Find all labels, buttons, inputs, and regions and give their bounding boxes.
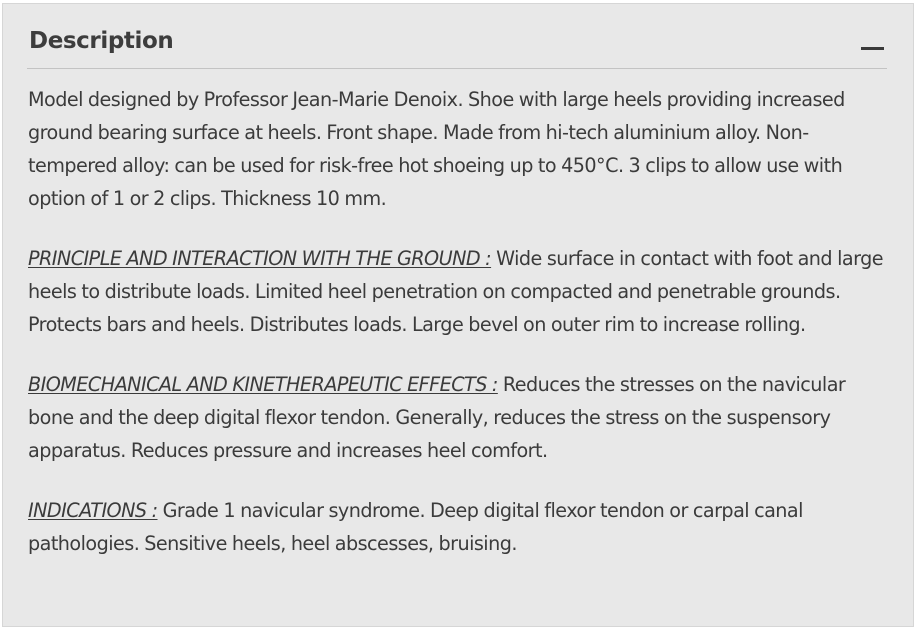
- biomechanical-text: Reduces the stresses on the navicular bone and the deep digital flexor tendon. Generally, reduces the stress on the suspensory apparatus. Reduces pressure and increases heel comfort.: [28, 373, 846, 462]
- principle-heading: PRINCIPLE AND INTERACTION WITH THE GROUND :: [28, 247, 492, 270]
- description-header[interactable]: [27, 22, 887, 69]
- collapse-button[interactable]: [857, 32, 887, 56]
- section-title: Description: [29, 28, 174, 54]
- indications-heading: INDICATIONS :: [28, 499, 158, 522]
- description-content: [28, 83, 894, 587]
- biomechanical-heading: BIOMECHANICAL AND KINETHERAPEUTIC EFFECTS :: [28, 373, 498, 396]
- principle-text: Wide surface in contact with foot and large heels to distribute loads. Limited heel penetration on compacted and penetrable grounds. Protects bars and heels. Distributes loads. Large bevel on outer rim to increase rolling.: [28, 247, 883, 336]
- intro-paragraph: [28, 83, 894, 215]
- principle-paragraph: [28, 242, 894, 341]
- biomechanical-paragraph: [28, 368, 894, 467]
- indications-text: Grade 1 navicular syndrome. Deep digital flexor tendon or carpal canal pathologies. Sensitive heels, heel abscesses, bruising.: [28, 499, 803, 555]
- description-panel: [2, 3, 914, 627]
- indications-paragraph: [28, 494, 894, 560]
- minus-icon: [861, 47, 884, 50]
- intro-text: Model designed by Professor Jean-Marie Denoix. Shoe with large heels providing increased ground bearing surface at heels. Front shape. Made from hi-tech aluminium alloy. Non-tempered alloy: can be used for risk-free hot shoeing up to 450°C. 3 clips to allow use with option of 1 or 2 clips. Thickness 10 mm.: [28, 88, 845, 210]
